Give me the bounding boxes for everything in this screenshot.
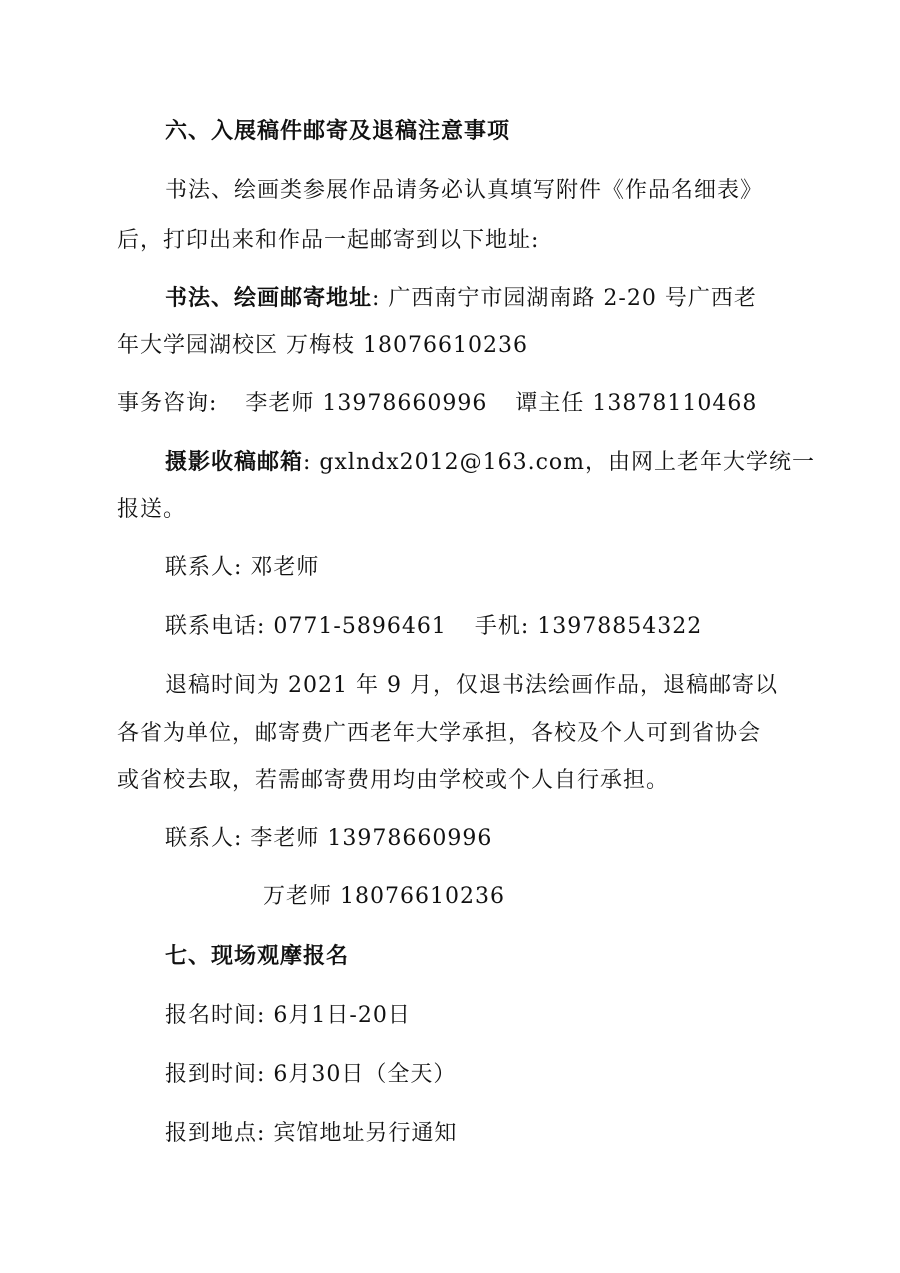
return-line-2: 各省为单位，邮寄费广西老年大学承担，各校及个人可到省协会: [117, 721, 762, 746]
intro-line-2: 后，打印出来和作品一起邮寄到以下地址:: [117, 228, 540, 253]
mail-address-line-1: [0, 284, 900, 314]
photo-email-line-2: 报送。: [117, 497, 187, 522]
contact-phones: [0, 612, 900, 642]
consult-contact-2: 谭主任 13878110468: [515, 391, 758, 416]
intro-line-1: 书法、绘画类参展作品请务必认真填写附件《作品名细表》: [165, 178, 764, 203]
photo-email-line-1: [0, 448, 900, 478]
photo-email-value: : gxlndx2012@163.com，由网上老年大学统一: [303, 450, 816, 475]
return-line-1: 退稿时间为 2021 年 9 月，仅退书法绘画作品，退稿邮寄以: [165, 673, 778, 698]
section-7-heading: 七、现场观摩报名: [165, 944, 350, 969]
mail-address-label: 书法、绘画邮寄地址: [165, 286, 373, 311]
contact-person: 联系人: 邓老师: [165, 555, 320, 580]
consult-label: 事务咨询:: [117, 391, 218, 416]
contact-phone: 联系电话: 0771-5896461: [165, 614, 447, 639]
return-contact-2: 万老师 18076610236: [263, 884, 505, 909]
signup-time: 报名时间: 6月1日-20日: [165, 1003, 411, 1028]
arrival-time: 报到时间: 6月30日（全天）: [165, 1062, 457, 1087]
consult-line: [0, 389, 900, 419]
section-6-heading: 六、入展稿件邮寄及退稿注意事项: [165, 119, 511, 144]
photo-email-label: 摄影收稿邮箱: [165, 450, 304, 475]
consult-contact-1: 李老师 13978660996: [245, 391, 488, 416]
return-line-3: 或省校去取，若需邮寄费用均由学校或个人自行承担。: [117, 768, 670, 793]
mail-address-value: : 广西南宁市园湖南路 2-20 号广西老: [372, 286, 757, 311]
contact-mobile: 手机: 13978854322: [474, 614, 703, 639]
mail-address-line-2: 年大学园湖校区 万梅枝 18076610236: [117, 333, 528, 358]
return-contact-1: 联系人: 李老师 13978660996: [165, 826, 493, 851]
arrival-place: 报到地点: 宾馆地址另行通知: [165, 1121, 458, 1146]
